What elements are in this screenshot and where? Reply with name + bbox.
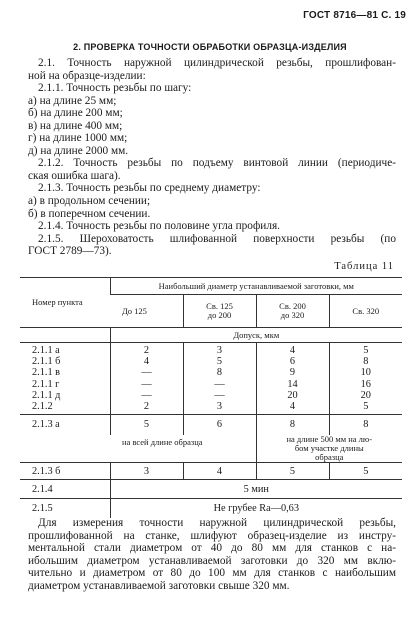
table-row: 2.1.5 Не грубее Ra—0,63 [20, 499, 402, 518]
col-header: Св. 320 [329, 295, 402, 328]
body-line: 2.1.1. Точность резьбы по шагу: [38, 82, 192, 95]
body-line: 2.1.5. Шероховатость шлифованной поверхности резьбы (по [38, 232, 396, 245]
col-header: До 125 [110, 295, 183, 328]
table-row: 2.1.3 а 5 6 8 8 [20, 415, 402, 435]
section-title: 2. ПРОВЕРКА ТОЧНОСТИ ОБРАБОТКИ ОБРАЗЦА-ИЗДЕЛИЯ [73, 42, 347, 52]
page-header: ГОСТ 8716—81 С. 19 [303, 10, 406, 21]
body-line: 2.1. Точность наружной цилиндрической резьбы, прошлифован- [38, 57, 396, 69]
table-row: 2.1.4 5 мин [20, 480, 402, 499]
footer-paragraph [28, 517, 396, 592]
table-row: 2.1.1 а 2.1.1 б 2.1.1 в 2.1.1 г 2.1.1 д 2.1.2 2 4 — — — 2 3 5 8 — — 3 4 6 9 14 20 4 5 8 10 16 20 5 [20, 343, 402, 415]
footer-line: чительно и диаметром от 80 до 100 мм для станков с наибольшим [28, 567, 396, 580]
table-caption: Таблица 11 [334, 261, 394, 272]
footer-line: прошлифованной на станке, шлифуют образец-изделие из инстру- [28, 529, 396, 542]
body-line: б) на длине 200 мм; [28, 107, 123, 120]
body-line: а) на длине 25 мм; [28, 94, 117, 107]
table-row: 2.1.3 б 3 4 5 5 [20, 463, 402, 480]
footer-line: диаметром устанавливаемой заготовки свыше 320 мм. [28, 579, 290, 592]
body-line: а) в продольном сечении; [28, 195, 151, 208]
footer-line: ментальной стали диаметром от 40 до 80 мм для станков с на- [28, 542, 396, 555]
body-line: в) на длине 400 мм; [28, 119, 123, 132]
body-line: б) в поперечном сечении. [28, 207, 151, 220]
body-line: г) на длине 1000 мм; [28, 132, 128, 145]
body-line: 2.1.4. Точность резьбы по половине угла профиля. [38, 220, 280, 233]
footer-line: Для измерения точности наружной цилиндрической резьбы, [38, 517, 396, 529]
body-line: 2.1.2. Точность резьбы по подъему винтовой линии (периодиче- [38, 157, 396, 170]
col-group-header: Наибольший диаметр устанавливаемой заготовки, мм [110, 278, 402, 295]
body-line: ГОСТ 2789—73). [28, 245, 112, 258]
table-row-note: на всей длине образца на длине 500 мм на лю- бом участке длины образца [20, 435, 402, 463]
table-cell [20, 328, 110, 343]
body-line: ская ошибка шага). [28, 169, 121, 182]
body-line: ной на образце-изделии: [28, 69, 146, 82]
footer-line: ибольшим диаметром устанавливаемой заготовки до 320 мм вклю- [28, 554, 396, 567]
requirements-list [28, 57, 396, 258]
body-line: д) на длине 2000 мм. [28, 144, 129, 157]
body-line: 2.1.3. Точность резьбы по среднему диаметру: [38, 182, 261, 195]
tolerance-header: Допуск, мкм [110, 328, 402, 343]
col-header-item: Номер пункта [20, 278, 110, 328]
tolerance-table [20, 277, 402, 518]
col-header: Св. 125 до 200 [183, 295, 256, 328]
col-header: Св. 200 до 320 [256, 295, 329, 328]
